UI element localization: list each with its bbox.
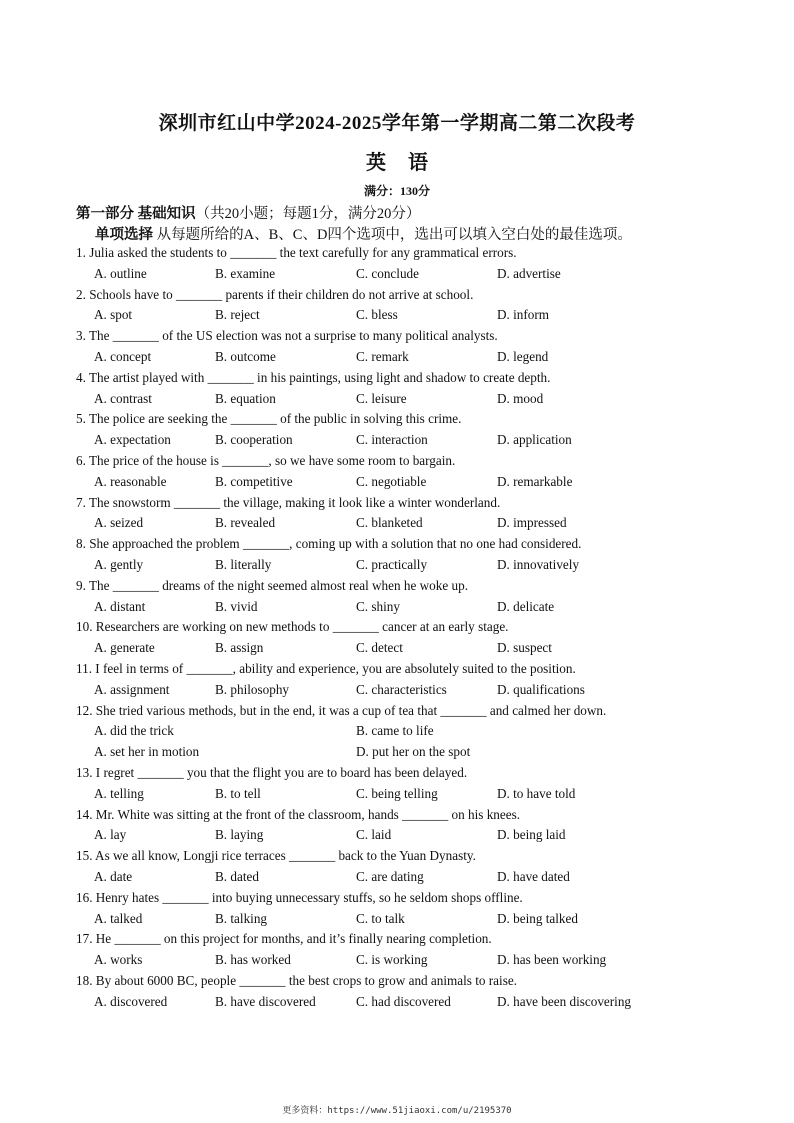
question-stem: 17. He _______ on this project for months, and it’s finally nearing completion. xyxy=(76,931,492,947)
question-stem: 2. Schools have to _______ parents if their children do not arrive at school. xyxy=(76,286,474,302)
answer-option: C. to talk xyxy=(356,910,405,926)
part-note: （共20小题；每题1分，满分20分） xyxy=(195,206,421,222)
part-heading xyxy=(76,202,420,223)
answer-option: C. bless xyxy=(356,307,398,323)
question-list xyxy=(76,243,756,1012)
answer-option: D. suspect xyxy=(497,640,552,656)
options-row xyxy=(76,638,756,659)
options-row xyxy=(76,721,756,742)
options-row xyxy=(76,389,756,410)
answer-option: A. contrast xyxy=(94,390,152,406)
answer-option: D. innovatively xyxy=(497,556,580,572)
instructions xyxy=(95,223,632,244)
options-row xyxy=(76,784,756,805)
answer-option: D. remarkable xyxy=(497,473,573,489)
answer-option: A. seized xyxy=(94,515,144,531)
answer-option: C. interaction xyxy=(356,432,428,448)
answer-option: D. legend xyxy=(497,348,549,364)
answer-option: A. generate xyxy=(94,640,155,656)
options-row xyxy=(76,264,756,285)
answer-option: D. have been discovering xyxy=(497,993,632,1009)
answer-option: B. came to life xyxy=(356,723,434,739)
instructions-title: 单项选择 xyxy=(95,227,153,243)
question-stem: 3. The _______ of the US election was not a surprise to many political analysts. xyxy=(76,328,498,344)
question-stem: 10. Researchers are working on new methods to _______ cancer at an early stage. xyxy=(76,619,509,635)
question-stem: 5. The police are seeking the _______ of the public in solving this crime. xyxy=(76,411,462,427)
answer-option: A. telling xyxy=(94,785,144,801)
answer-option: A. reasonable xyxy=(94,473,167,489)
answer-option: A. concept xyxy=(94,348,152,364)
question-stem: 12. She tried various methods, but in the end, it was a cup of tea that _______ and calmed her down. xyxy=(76,702,607,718)
answer-option: A. spot xyxy=(94,307,133,323)
question-stem: 13. I regret _______ you that the flight you are to board has been delayed. xyxy=(76,764,468,780)
question-stem: 4. The artist played with _______ in his paintings, using light and shadow to create depth. xyxy=(76,369,551,385)
options-row xyxy=(76,680,756,701)
full-score: 满分：130分 xyxy=(363,184,430,198)
answer-option: A. discovered xyxy=(94,993,168,1009)
answer-option: D. inform xyxy=(497,307,550,323)
answer-option: A. works xyxy=(94,952,143,968)
answer-option: A. did the trick xyxy=(94,723,174,739)
options-row xyxy=(76,825,756,846)
answer-option: D. application xyxy=(497,432,572,448)
answer-option: C. negotiable xyxy=(356,473,427,489)
footer-link: 更多资料：https://www.51jiaoxi.com/u/2195370 xyxy=(282,1106,512,1116)
options-row xyxy=(76,742,756,763)
answer-option: C. blanketed xyxy=(356,515,423,531)
answer-option: B. philosophy xyxy=(215,681,290,697)
answer-option: B. revealed xyxy=(215,515,276,531)
answer-option: B. talking xyxy=(215,910,268,926)
answer-option: A. gently xyxy=(94,556,144,572)
exam-title: 深圳市红山中学2024-2025学年第一学期高二第二次段考 xyxy=(158,113,636,134)
subject-heading: 英语 xyxy=(366,152,450,174)
options-row xyxy=(76,909,756,930)
options-row xyxy=(76,430,756,451)
answer-option: D. to have told xyxy=(497,785,576,801)
answer-option: A. assignment xyxy=(94,681,170,697)
question-stem: 11. I feel in terms of _______, ability and experience, you are absolutely suited to the position. xyxy=(76,660,576,676)
question-stem: 8. She approached the problem _______, coming up with a solution that no one had considered. xyxy=(76,536,582,552)
question-stem: 6. The price of the house is _______, so we have some room to bargain. xyxy=(76,452,456,468)
answer-option: D. being laid xyxy=(497,827,566,843)
options-row xyxy=(76,950,756,971)
answer-option: B. cooperation xyxy=(215,432,293,448)
options-row xyxy=(76,472,756,493)
answer-option: D. qualifications xyxy=(497,681,585,697)
part-title: 第一部分 基础知识 xyxy=(76,206,196,222)
answer-option: D. delicate xyxy=(497,598,555,614)
answer-option: C. characteristics xyxy=(356,681,447,697)
answer-option: C. practically xyxy=(356,556,428,572)
answer-option: A. lay xyxy=(94,827,127,843)
answer-option: A. distant xyxy=(94,598,146,614)
question-stem: 1. Julia asked the students to _______ the text carefully for any grammatical errors. xyxy=(76,245,517,260)
answer-option: A. set her in motion xyxy=(94,744,200,760)
answer-option: C. remark xyxy=(356,348,409,364)
answer-option: D. have dated xyxy=(497,868,570,884)
question-stem: 16. Henry hates _______ into buying unnecessary stuffs, so he seldom shops offline. xyxy=(76,889,523,905)
answer-option: A. date xyxy=(94,868,133,884)
answer-option: D. mood xyxy=(497,390,544,406)
answer-option: B. reject xyxy=(215,307,260,323)
options-row xyxy=(76,867,756,888)
answer-option: B. vivid xyxy=(215,598,258,614)
answer-option: C. is working xyxy=(356,952,428,968)
question-stem: 18. By about 6000 BC, people _______ the best crops to grow and animals to raise. xyxy=(76,972,517,988)
answer-option: D. has been working xyxy=(497,952,607,968)
instructions-text: 从每题所给的A、B、C、D四个选项中，选出可以填入空白处的最佳选项。 xyxy=(156,227,632,243)
answer-option: B. literally xyxy=(215,556,272,572)
options-row xyxy=(76,597,756,618)
answer-option: C. leisure xyxy=(356,390,407,406)
answer-option: A. outline xyxy=(94,265,147,281)
answer-option: B. assign xyxy=(215,640,264,656)
question-stem: 14. Mr. White was sitting at the front of the classroom, hands _______ on his knees. xyxy=(76,806,521,822)
answer-option: C. detect xyxy=(356,640,403,656)
answer-option: C. had discovered xyxy=(356,993,451,1009)
answer-option: C. shiny xyxy=(356,598,400,614)
answer-option: D. being talked xyxy=(497,910,578,926)
options-row xyxy=(76,992,756,1013)
answer-option: B. laying xyxy=(215,827,264,843)
answer-option: D. put her on the spot xyxy=(356,744,471,760)
options-row xyxy=(76,305,756,326)
answer-option: B. to tell xyxy=(215,785,261,801)
answer-option: B. outcome xyxy=(215,348,276,364)
answer-option: D. advertise xyxy=(497,265,561,281)
answer-option: A. talked xyxy=(94,910,143,926)
answer-option: A. expectation xyxy=(94,432,171,448)
answer-option: B. have discovered xyxy=(215,993,316,1009)
answer-option: B. has worked xyxy=(215,952,291,968)
answer-option: B. dated xyxy=(215,868,259,884)
answer-option: C. being telling xyxy=(356,785,438,801)
question-stem: 15. As we all know, Longji rice terraces _______ back to the Yuan Dynasty. xyxy=(76,848,476,864)
answer-option: C. laid xyxy=(356,827,392,843)
options-row xyxy=(76,513,756,534)
question-stem: 9. The _______ dreams of the night seemed almost real when he woke up. xyxy=(76,577,468,593)
answer-option: C. are dating xyxy=(356,868,424,884)
answer-option: B. competitive xyxy=(215,473,293,489)
options-row xyxy=(76,347,756,368)
answer-option: B. examine xyxy=(215,265,276,281)
answer-option: D. impressed xyxy=(497,515,567,531)
answer-option: C. conclude xyxy=(356,265,419,281)
question-stem: 7. The snowstorm _______ the village, making it look like a winter wonderland. xyxy=(76,494,501,510)
options-row xyxy=(76,555,756,576)
answer-option: B. equation xyxy=(215,390,276,406)
